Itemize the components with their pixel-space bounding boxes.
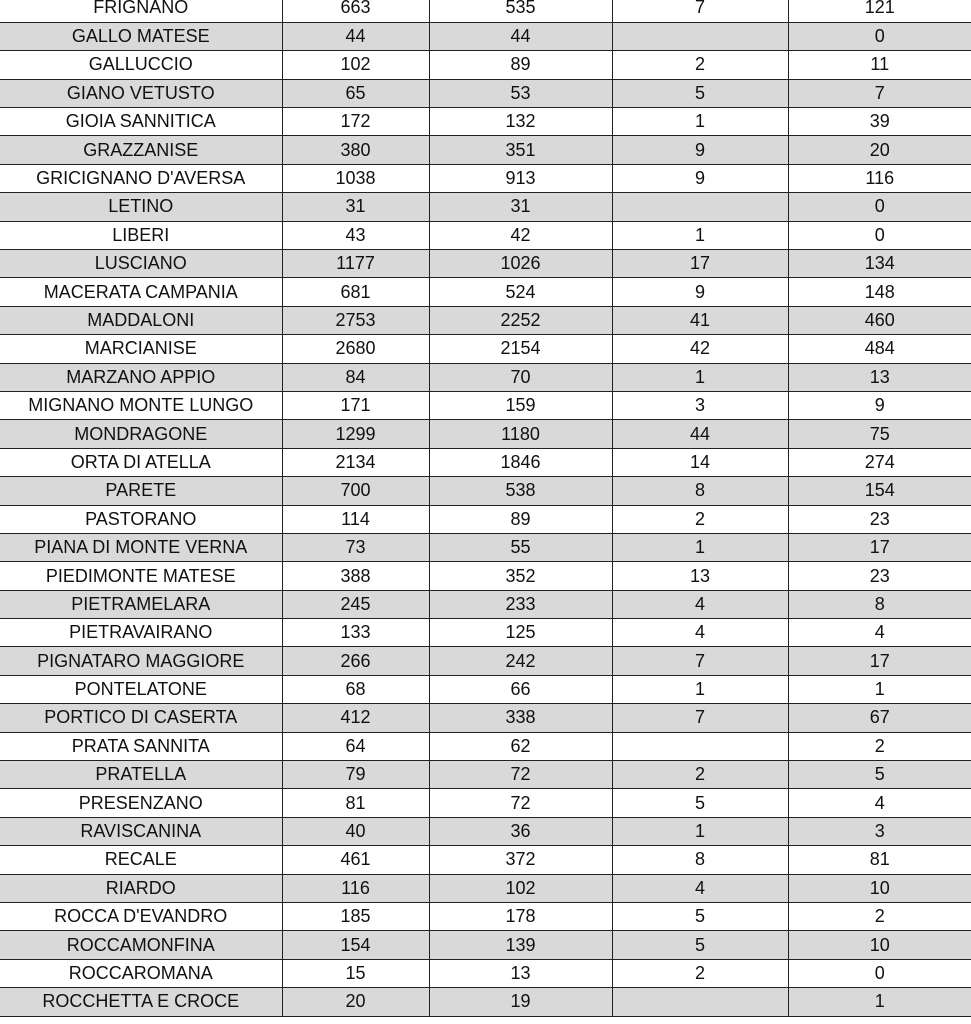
value-cell-1: 172 (282, 108, 429, 136)
value-cell-4: 484 (788, 335, 971, 363)
municipality-cell: ROCCA D'EVANDRO (0, 903, 282, 931)
value-cell-2: 44 (429, 22, 612, 50)
value-cell-2: 242 (429, 647, 612, 675)
value-cell-2: 372 (429, 846, 612, 874)
table-row (0, 704, 971, 732)
value-cell-3: 5 (612, 79, 788, 107)
value-cell-4: 17 (788, 647, 971, 675)
value-cell-1: 380 (282, 136, 429, 164)
value-cell-2: 351 (429, 136, 612, 164)
table-row (0, 619, 971, 647)
municipality-cell: GALLO MATESE (0, 22, 282, 50)
value-cell-1: 2680 (282, 335, 429, 363)
municipality-cell: RAVISCANINA (0, 817, 282, 845)
value-cell-3: 1 (612, 675, 788, 703)
value-cell-4: 67 (788, 704, 971, 732)
value-cell-1: 44 (282, 22, 429, 50)
value-cell-3: 7 (612, 0, 788, 22)
value-cell-2: 2252 (429, 306, 612, 334)
value-cell-4: 0 (788, 959, 971, 987)
value-cell-3: 7 (612, 647, 788, 675)
value-cell-1: 31 (282, 193, 429, 221)
table-row (0, 562, 971, 590)
value-cell-3: 5 (612, 903, 788, 931)
table-row (0, 505, 971, 533)
value-cell-3 (612, 22, 788, 50)
value-cell-3: 9 (612, 164, 788, 192)
municipality-cell: MADDALONI (0, 306, 282, 334)
table-row (0, 903, 971, 931)
municipality-cell: ROCCHETTA E CROCE (0, 988, 282, 1016)
value-cell-1: 40 (282, 817, 429, 845)
value-cell-1: 700 (282, 477, 429, 505)
table-row (0, 108, 971, 136)
value-cell-3 (612, 988, 788, 1016)
value-cell-3: 1 (612, 221, 788, 249)
table-row (0, 846, 971, 874)
value-cell-2: 352 (429, 562, 612, 590)
value-cell-4: 9 (788, 391, 971, 419)
table-row (0, 250, 971, 278)
value-cell-1: 245 (282, 590, 429, 618)
value-cell-2: 2154 (429, 335, 612, 363)
value-cell-4: 4 (788, 789, 971, 817)
municipality-cell: PIEDIMONTE MATESE (0, 562, 282, 590)
value-cell-4: 116 (788, 164, 971, 192)
value-cell-2: 13 (429, 959, 612, 987)
table-row (0, 79, 971, 107)
table-row (0, 533, 971, 561)
table-row (0, 761, 971, 789)
value-cell-1: 1177 (282, 250, 429, 278)
value-cell-1: 1299 (282, 420, 429, 448)
value-cell-3: 17 (612, 250, 788, 278)
value-cell-1: 15 (282, 959, 429, 987)
value-cell-1: 1038 (282, 164, 429, 192)
value-cell-1: 2134 (282, 448, 429, 476)
value-cell-2: 72 (429, 789, 612, 817)
municipality-cell: GIANO VETUSTO (0, 79, 282, 107)
municipality-cell: PASTORANO (0, 505, 282, 533)
value-cell-2: 36 (429, 817, 612, 845)
value-cell-1: 663 (282, 0, 429, 22)
value-cell-2: 62 (429, 732, 612, 760)
value-cell-1: 133 (282, 619, 429, 647)
value-cell-4: 17 (788, 533, 971, 561)
table-row (0, 959, 971, 987)
table-row (0, 477, 971, 505)
municipality-cell: PIANA DI MONTE VERNA (0, 533, 282, 561)
value-cell-3: 7 (612, 704, 788, 732)
value-cell-2: 178 (429, 903, 612, 931)
municipality-cell: LETINO (0, 193, 282, 221)
value-cell-1: 388 (282, 562, 429, 590)
municipality-cell: PRATELLA (0, 761, 282, 789)
value-cell-4: 1 (788, 675, 971, 703)
table-row (0, 448, 971, 476)
value-cell-2: 538 (429, 477, 612, 505)
table-row (0, 0, 971, 22)
value-cell-3: 4 (612, 590, 788, 618)
value-cell-1: 84 (282, 363, 429, 391)
municipality-cell: PARETE (0, 477, 282, 505)
municipality-cell: GIOIA SANNITICA (0, 108, 282, 136)
value-cell-3: 2 (612, 959, 788, 987)
municipality-cell: PORTICO DI CASERTA (0, 704, 282, 732)
table-row (0, 590, 971, 618)
municipality-cell: ROCCAROMANA (0, 959, 282, 987)
value-cell-1: 73 (282, 533, 429, 561)
value-cell-3: 2 (612, 505, 788, 533)
value-cell-4: 460 (788, 306, 971, 334)
municipality-cell: PONTELATONE (0, 675, 282, 703)
municipality-cell: GRICIGNANO D'AVERSA (0, 164, 282, 192)
value-cell-1: 185 (282, 903, 429, 931)
value-cell-3: 1 (612, 533, 788, 561)
value-cell-3: 14 (612, 448, 788, 476)
table-row (0, 136, 971, 164)
table-row (0, 931, 971, 959)
table-row (0, 817, 971, 845)
value-cell-3: 3 (612, 391, 788, 419)
value-cell-2: 1180 (429, 420, 612, 448)
value-cell-2: 72 (429, 761, 612, 789)
value-cell-3: 1 (612, 817, 788, 845)
value-cell-3: 41 (612, 306, 788, 334)
municipality-cell: PIGNATARO MAGGIORE (0, 647, 282, 675)
value-cell-1: 43 (282, 221, 429, 249)
value-cell-2: 125 (429, 619, 612, 647)
value-cell-4: 134 (788, 250, 971, 278)
municipality-cell: MACERATA CAMPANIA (0, 278, 282, 306)
value-cell-1: 2753 (282, 306, 429, 334)
value-cell-3: 2 (612, 761, 788, 789)
municipality-cell: PRATA SANNITA (0, 732, 282, 760)
value-cell-2: 1846 (429, 448, 612, 476)
value-cell-1: 68 (282, 675, 429, 703)
value-cell-3: 1 (612, 363, 788, 391)
table-row (0, 164, 971, 192)
value-cell-1: 64 (282, 732, 429, 760)
value-cell-4: 0 (788, 221, 971, 249)
table-row (0, 22, 971, 50)
value-cell-2: 42 (429, 221, 612, 249)
value-cell-4: 8 (788, 590, 971, 618)
value-cell-4: 3 (788, 817, 971, 845)
municipality-cell: MARZANO APPIO (0, 363, 282, 391)
value-cell-3: 44 (612, 420, 788, 448)
value-cell-3: 9 (612, 136, 788, 164)
municipality-cell: ORTA DI ATELLA (0, 448, 282, 476)
value-cell-4: 11 (788, 51, 971, 79)
value-cell-3: 4 (612, 874, 788, 902)
value-cell-2: 233 (429, 590, 612, 618)
value-cell-4: 7 (788, 79, 971, 107)
value-cell-4: 5 (788, 761, 971, 789)
value-cell-4: 23 (788, 562, 971, 590)
value-cell-2: 102 (429, 874, 612, 902)
table-row (0, 647, 971, 675)
municipality-cell: PRESENZANO (0, 789, 282, 817)
value-cell-4: 148 (788, 278, 971, 306)
table-row (0, 278, 971, 306)
table-row (0, 732, 971, 760)
municipality-cell: PIETRAVAIRANO (0, 619, 282, 647)
municipality-cell: GRAZZANISE (0, 136, 282, 164)
value-cell-4: 75 (788, 420, 971, 448)
value-cell-2: 31 (429, 193, 612, 221)
value-cell-4: 10 (788, 931, 971, 959)
table-row (0, 675, 971, 703)
value-cell-3: 4 (612, 619, 788, 647)
value-cell-3: 1 (612, 108, 788, 136)
value-cell-4: 81 (788, 846, 971, 874)
municipality-cell: LUSCIANO (0, 250, 282, 278)
value-cell-3: 2 (612, 51, 788, 79)
value-cell-1: 171 (282, 391, 429, 419)
value-cell-4: 274 (788, 448, 971, 476)
municipality-cell: ROCCAMONFINA (0, 931, 282, 959)
value-cell-4: 1 (788, 988, 971, 1016)
municipality-cell: PIETRAMELARA (0, 590, 282, 618)
value-cell-4: 39 (788, 108, 971, 136)
value-cell-2: 159 (429, 391, 612, 419)
table-row (0, 874, 971, 902)
value-cell-1: 102 (282, 51, 429, 79)
value-cell-2: 89 (429, 505, 612, 533)
value-cell-3: 13 (612, 562, 788, 590)
value-cell-2: 139 (429, 931, 612, 959)
value-cell-3: 42 (612, 335, 788, 363)
value-cell-2: 19 (429, 988, 612, 1016)
value-cell-1: 266 (282, 647, 429, 675)
value-cell-3 (612, 193, 788, 221)
table-row (0, 363, 971, 391)
value-cell-3: 5 (612, 931, 788, 959)
municipality-cell: RECALE (0, 846, 282, 874)
value-cell-4: 121 (788, 0, 971, 22)
value-cell-1: 461 (282, 846, 429, 874)
value-cell-4: 0 (788, 193, 971, 221)
value-cell-4: 2 (788, 732, 971, 760)
municipality-cell: MONDRAGONE (0, 420, 282, 448)
value-cell-1: 154 (282, 931, 429, 959)
value-cell-1: 65 (282, 79, 429, 107)
table-row (0, 789, 971, 817)
value-cell-2: 913 (429, 164, 612, 192)
value-cell-4: 2 (788, 903, 971, 931)
value-cell-4: 20 (788, 136, 971, 164)
value-cell-4: 154 (788, 477, 971, 505)
table-row (0, 420, 971, 448)
table-row (0, 221, 971, 249)
table-row (0, 335, 971, 363)
municipality-cell: GALLUCCIO (0, 51, 282, 79)
value-cell-3: 5 (612, 789, 788, 817)
value-cell-2: 89 (429, 51, 612, 79)
value-cell-1: 681 (282, 278, 429, 306)
value-cell-3: 8 (612, 846, 788, 874)
value-cell-2: 66 (429, 675, 612, 703)
municipality-cell: RIARDO (0, 874, 282, 902)
value-cell-2: 1026 (429, 250, 612, 278)
value-cell-2: 55 (429, 533, 612, 561)
value-cell-3: 8 (612, 477, 788, 505)
value-cell-4: 10 (788, 874, 971, 902)
table-row (0, 51, 971, 79)
value-cell-1: 79 (282, 761, 429, 789)
value-cell-2: 70 (429, 363, 612, 391)
municipality-cell: MARCIANISE (0, 335, 282, 363)
value-cell-1: 412 (282, 704, 429, 732)
value-cell-1: 116 (282, 874, 429, 902)
municipality-cell: MIGNANO MONTE LUNGO (0, 391, 282, 419)
value-cell-4: 13 (788, 363, 971, 391)
table-row (0, 988, 971, 1016)
municipality-cell: LIBERI (0, 221, 282, 249)
municipality-cell: FRIGNANO (0, 0, 282, 22)
value-cell-1: 81 (282, 789, 429, 817)
value-cell-1: 20 (282, 988, 429, 1016)
value-cell-2: 132 (429, 108, 612, 136)
value-cell-2: 53 (429, 79, 612, 107)
value-cell-2: 338 (429, 704, 612, 732)
value-cell-4: 0 (788, 22, 971, 50)
value-cell-1: 114 (282, 505, 429, 533)
value-cell-4: 23 (788, 505, 971, 533)
table-row (0, 306, 971, 334)
value-cell-4: 4 (788, 619, 971, 647)
value-cell-2: 524 (429, 278, 612, 306)
value-cell-3: 9 (612, 278, 788, 306)
table-row (0, 391, 971, 419)
value-cell-2: 535 (429, 0, 612, 22)
value-cell-3 (612, 732, 788, 760)
table-row (0, 193, 971, 221)
